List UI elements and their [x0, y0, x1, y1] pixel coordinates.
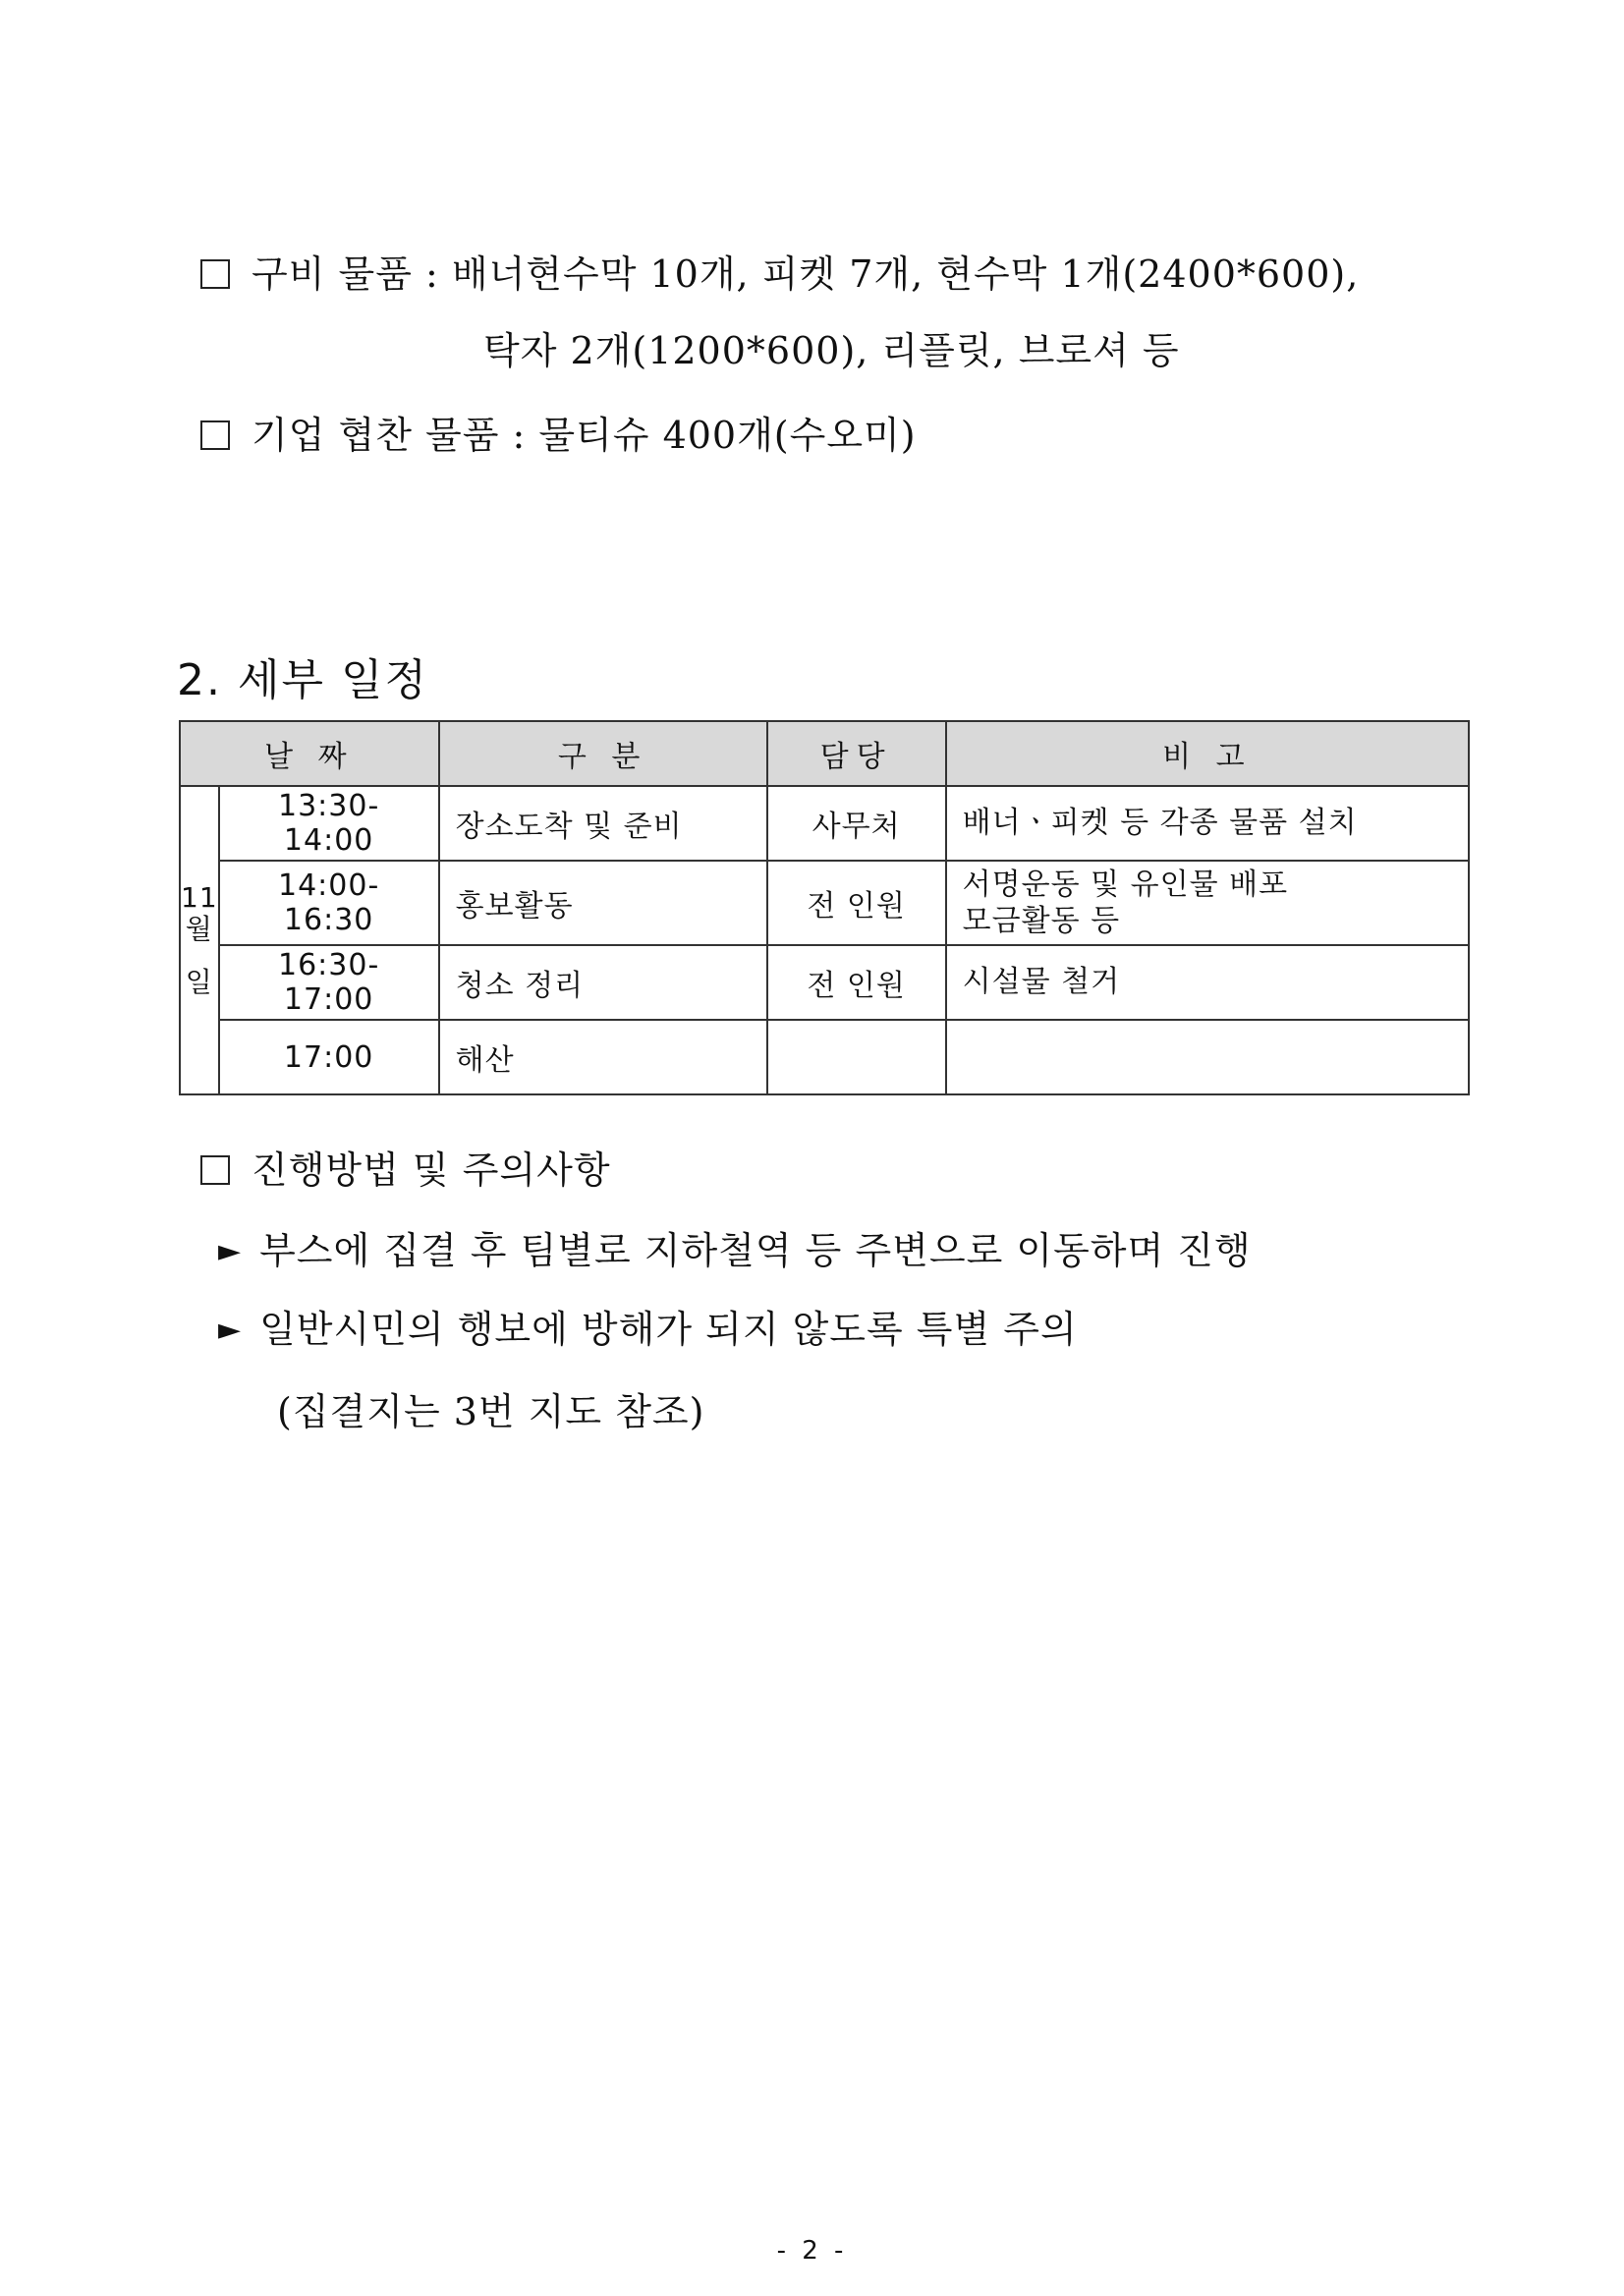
header-owner: 담당 [767, 721, 946, 786]
note-text: 시설물 철거 [962, 965, 1121, 1000]
table-row [180, 861, 1469, 945]
checkbox-square-icon [200, 259, 230, 289]
type-cell: 청소 정리 [439, 945, 767, 1020]
sponsorship-line [200, 405, 917, 459]
type-cell: 장소도착 및 준비 [439, 786, 767, 861]
equipment-text: 구비 물품 : 배너현수막 10개, 피켓 7개, 현수막 1개(2400*600), [252, 252, 1360, 296]
note-text-2: 모금활동 등 [962, 904, 1121, 938]
note-text: 배너ㆍ피켓 등 각종 물품 설치 [962, 806, 1358, 841]
schedule-table [179, 720, 1470, 1095]
date-day: 일 [185, 966, 213, 999]
checkbox-square-icon [200, 420, 230, 450]
method-bullet-1 [218, 1220, 1252, 1274]
page-number: - 2 - [776, 2236, 848, 2266]
method-bullet-2 [218, 1299, 1078, 1353]
triangle-pointer-icon: ► [218, 1234, 243, 1268]
date-unit: 월 [185, 912, 213, 945]
checkbox-square-icon [200, 1155, 230, 1185]
type-cell: 해산 [439, 1020, 767, 1094]
type-cell: 홍보활동 [439, 861, 767, 945]
owner-cell [767, 1020, 946, 1094]
time-cell: 14:00-16:30 [219, 861, 439, 945]
sponsorship-text: 기업 협찬 물품 : 물티슈 400개(수오미) [252, 414, 917, 457]
header-type: 구 분 [439, 721, 767, 786]
note-cell [946, 945, 1469, 1020]
section-title: 2. 세부 일정 [177, 655, 428, 705]
equipment-continuation: 탁자 2개(1200*600), 리플릿, 브로셔 등 [483, 329, 1180, 372]
time-cell: 13:30-14:00 [219, 786, 439, 861]
date-cell [180, 786, 219, 1094]
method-line [200, 1140, 611, 1194]
triangle-pointer-icon: ► [218, 1313, 243, 1347]
owner-cell: 전 인원 [767, 945, 946, 1020]
equipment-line [200, 244, 1359, 298]
header-note: 비 고 [946, 721, 1469, 786]
note-cell [946, 861, 1469, 945]
table-row [180, 945, 1469, 1020]
date-month: 11 [181, 880, 218, 914]
bullet-text: 부스에 집결 후 팀별로 지하철역 등 주변으로 이동하며 진행 [259, 1229, 1252, 1272]
owner-cell: 사무처 [767, 786, 946, 861]
time-cell: 16:30-17:00 [219, 945, 439, 1020]
method-note: (집결지는 3번 지도 참조) [277, 1390, 705, 1433]
table-row [180, 786, 1469, 861]
note-cell [946, 1020, 1469, 1094]
time-cell: 17:00 [219, 1020, 439, 1094]
owner-cell: 전 인원 [767, 861, 946, 945]
bullet-text: 일반시민의 행보에 방해가 되지 않도록 특별 주의 [259, 1308, 1078, 1351]
table-row [180, 1020, 1469, 1094]
header-date: 날 짜 [180, 721, 439, 786]
method-text: 진행방법 및 주의사항 [252, 1148, 611, 1192]
note-text: 서명운동 및 유인물 배포 [962, 867, 1289, 902]
table-header-row [180, 721, 1469, 786]
note-cell [946, 786, 1469, 861]
